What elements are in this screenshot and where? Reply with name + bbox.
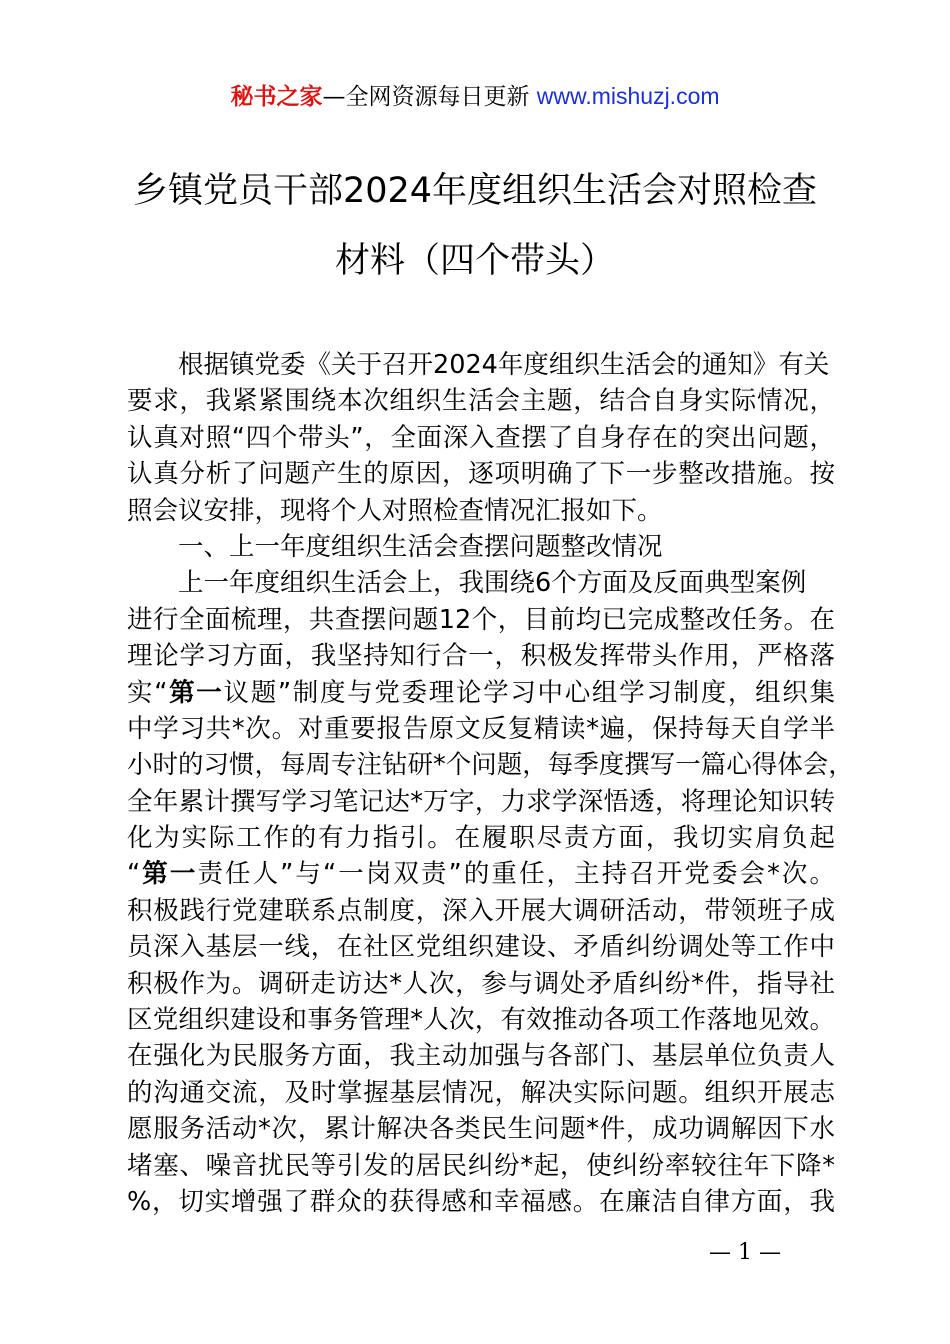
body-line-text: 实“	[127, 677, 168, 708]
document-title	[100, 156, 850, 296]
body-line: 认真分析了问题产生的原因，逐项明确了下一步整改措施。按	[127, 459, 835, 490]
body-line	[127, 675, 835, 711]
body-line: 积极践行党建联系点制度，深入开展大调研活动，带领班子成	[127, 895, 835, 926]
title-line-1: 乡镇党员干部2024年度组织生活会对照检查	[132, 171, 818, 211]
body-line: 员深入基层一线，在社区党组织建设、矛盾纠纷调处等工作中	[127, 932, 835, 963]
body-line: 中学习共*次。对重要报告原文反复精读*遍，保持每天自学半	[127, 713, 835, 744]
title-line-2: 材料（四个带头）	[334, 241, 615, 281]
body-line: 要求，我紧紧围绕本次组织生活会主题，结合自身实际情况，	[127, 386, 835, 417]
body-line: 照会议安排，现将个人对照检查情况汇报如下。	[127, 495, 663, 526]
body-line: 理论学习方面，我坚持知行合一，积极发挥带头作用，严格落	[127, 641, 835, 672]
body-line-text: 责任人”与“一岗双责”的重任，主持召开党委会*次。	[197, 859, 835, 890]
body-line: 在强化为民服务方面，我主动加强与各部门、基层单位负责人	[127, 1041, 835, 1072]
body-line: 认真对照“四个带头”，全面深入查摆了自身存在的突出问题，	[127, 422, 835, 453]
section-heading: 一、上一年度组织生活会查摆问题整改情况	[178, 531, 663, 562]
body-line: 根据镇党委《关于召开2024年度组织生活会的通知》有关	[178, 350, 830, 380]
body-line-text: 议题”制度与党委理论学习中心组学习制度，组织集	[223, 677, 835, 708]
watermark-url[interactable]: www.mishuzj.com	[536, 83, 720, 109]
body-line: 全年累计撰写学习笔记达*万字，力求学深悟透，将理论知识转	[127, 786, 835, 817]
body-line: 堵塞、噪音扰民等引发的居民纠纷*起，使纠纷率较往年下降*	[127, 1150, 835, 1181]
body-line: 化为实际工作的有力指引。在履职尽责方面，我切实肩负起	[127, 823, 835, 854]
watermark-brand: 秘书之家	[230, 84, 323, 110]
body-line: 上一年度组织生活会上，我围绕6个方面及反面典型案例	[178, 568, 807, 599]
bold-term: 第一	[140, 859, 198, 890]
page-number: — 1 —	[709, 1240, 781, 1265]
body-line: 小时的习惯，每周专注钻研*个问题，每季度撰写一篇心得体会，	[127, 750, 854, 781]
body-line: 愿服务活动*次，累计解决各类民生问题*件，成功调解因下水	[127, 1114, 835, 1145]
document-body	[127, 347, 854, 1220]
body-line	[127, 856, 835, 892]
body-line: %，切实增强了群众的获得感和幸福感。在廉洁自律方面，我	[127, 1186, 835, 1217]
body-line: 进行全面梳理，共查摆问题12个，目前均已完成整改任务。在	[127, 604, 835, 635]
body-line: 区党组织建设和事务管理*人次，有效推动各项工作落地见效。	[127, 1005, 835, 1036]
body-line-text: “	[127, 859, 141, 890]
body-line: 的沟通交流，及时掌握基层情况，解决实际问题。组织开展志	[127, 1077, 835, 1108]
bold-term: 第一	[167, 677, 224, 708]
site-watermark	[0, 80, 950, 113]
body-line: 积极作为。调研走访达*人次，参与调处矛盾纠纷*件，指导社	[127, 968, 835, 999]
watermark-tagline: —全网资源每日更新	[322, 84, 537, 110]
